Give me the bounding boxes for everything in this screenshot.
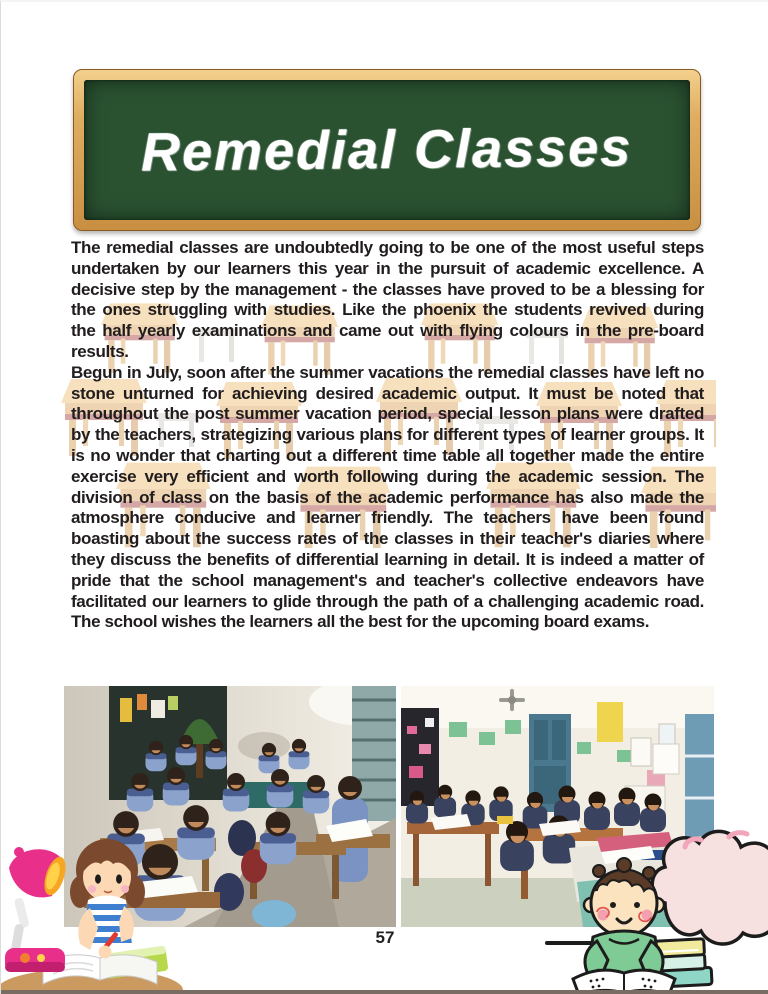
boy-reading-clipart [539,795,768,994]
article-paragraph-2: Begun in July, soon after the summer vacations the remedial classes have left no stone unturned for achieving desired academic output. It must be noted that throughout the post summer vacation period, special lesson plans were drafted by the teachers, strategizing various plans for different types of learner groups. It is no wonder that charting out a different time table all together made the entire exercise very efficient and worth following during the academic session. The division of class on the basis of the academic performance has also made the atmosphere conducive and learner friendly. The teachers have been found boasting about the success rates of the classes in their teacher's diaries where they discuss the benefits of differential learning in detail. It is indeed a matter of pride that the school management's and teacher's collective endeavors have facilitated our learners to glide through the path of a challenging academic road. The school wishes the learners all the best for the upcoming board exams. [71,362,704,632]
chalkboard-header [73,69,701,231]
chalkboard-surface [84,80,690,220]
page-title: Remedial Classes [141,117,633,183]
article-text [71,238,704,633]
page-number: 57 [375,928,395,947]
thought-cloud [652,831,768,944]
girl-studying-clipart [0,830,187,994]
page-bottom-edge [1,990,768,994]
article-paragraph-1: The remedial classes are undoubtedly going to be one of the most useful steps undertaken by our learners this year in the pursuit of academic excellence. A decisive step by the management - the classes have proved to be a blessing for the ones struggling with studies. Like the phoenix the students revived during the half yearly examinations and came out with flying colours in the pre-board results. [71,238,704,361]
